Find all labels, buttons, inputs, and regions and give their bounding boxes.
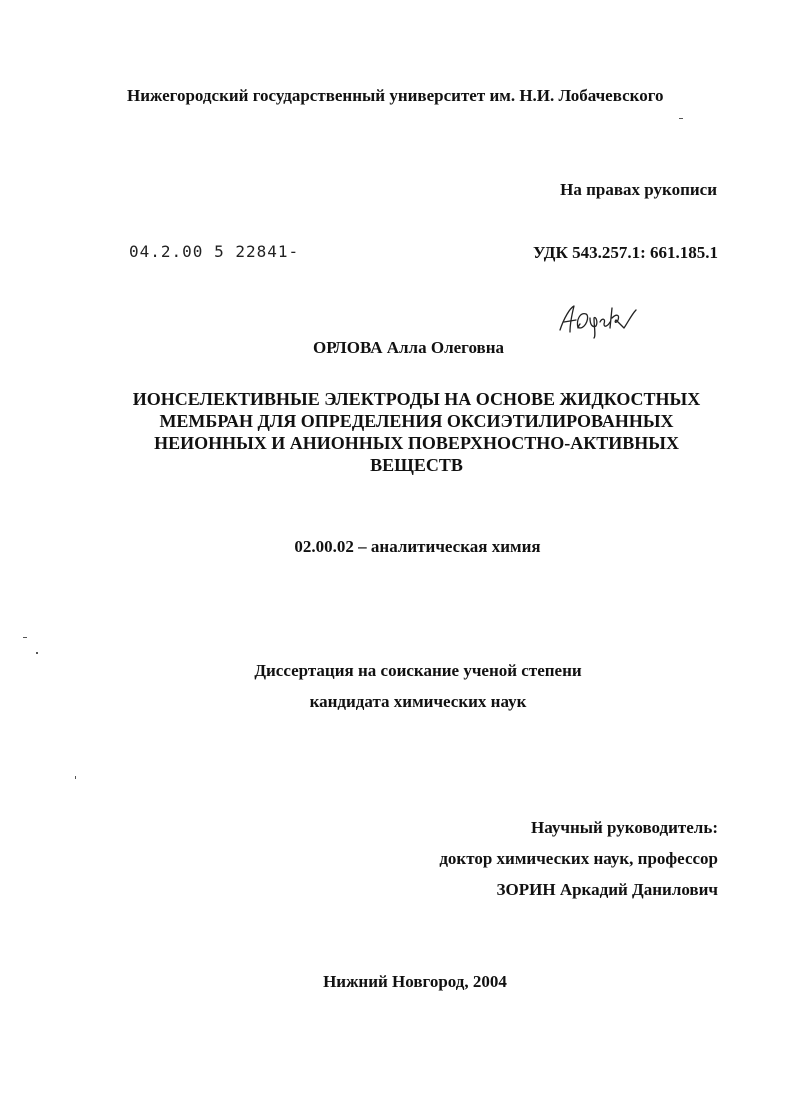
scan-speck: [75, 776, 76, 779]
scan-speck: [36, 652, 38, 654]
scan-speck: [23, 637, 27, 638]
supervisor-degree: доктор химических наук, профессор: [439, 849, 718, 868]
dissertation-degree-line: Диссертация на соискание ученой степени: [254, 661, 582, 680]
title-line: ИОНСЕЛЕКТИВНЫЕ ЭЛЕКТРОДЫ НА ОСНОВЕ ЖИДКОСТНЫХ: [132, 389, 701, 409]
supervisor-label: Научный руководитель:: [531, 818, 718, 837]
author-name: ОРЛОВА Алла Олеговна: [313, 338, 505, 357]
registration-stamp: 04.2.00 5 22841-: [129, 242, 300, 261]
dissertation-degree-line: кандидата химических наук: [309, 692, 527, 711]
scan-speck: [679, 118, 683, 119]
title-line: МЕМБРАН ДЛЯ ОПРЕДЕЛЕНИЯ ОКСИЭТИЛИРОВАННЫХ: [159, 411, 674, 431]
manuscript-rights-label: На правах рукописи: [560, 180, 717, 199]
title-line: ВЕЩЕСТВ: [370, 455, 463, 475]
udk-code: УДК 543.257.1: 661.185.1: [533, 243, 718, 262]
city-year: Нижний Новгород, 2004: [323, 972, 507, 991]
title-line: НЕИОННЫХ И АНИОННЫХ ПОВЕРХНОСТНО-АКТИВНЫХ: [154, 433, 679, 453]
signature-handwritten: [556, 300, 646, 340]
specialty-code: 02.00.02 – аналитическая химия: [294, 537, 541, 556]
university-name: Нижегородский государственный университет им. Н.И. Лобачевского: [127, 86, 664, 105]
supervisor-name: ЗОРИН Аркадий Данилович: [496, 880, 718, 899]
